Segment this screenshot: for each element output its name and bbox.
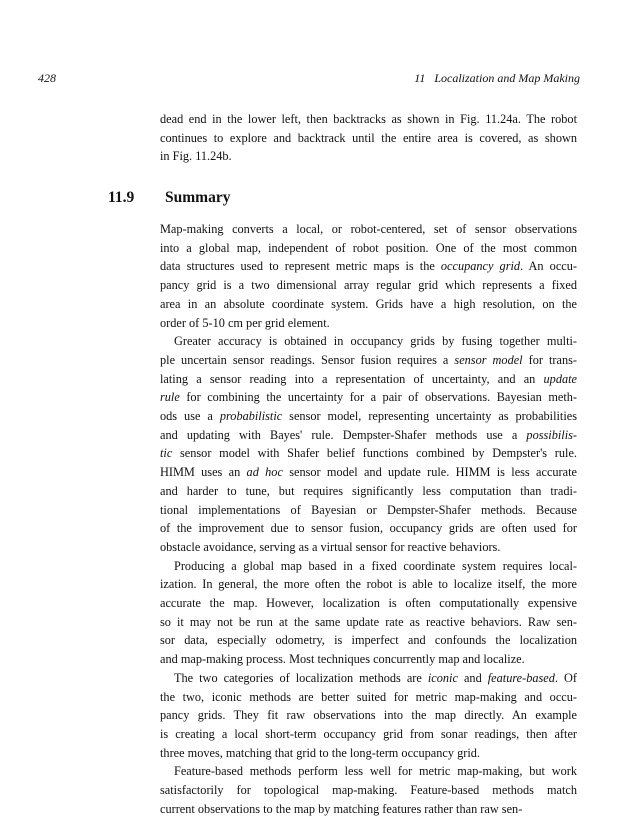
text-line bbox=[160, 257, 577, 276]
text-run: satisfactorily for topological map-making. Feature-based methods match bbox=[160, 783, 577, 798]
text-run: the two, iconic methods are better suited for metric map-making and occu- bbox=[160, 689, 577, 704]
text-run: for trans- bbox=[522, 352, 577, 367]
intro-paragraph bbox=[160, 110, 577, 166]
italic-term: ad hoc bbox=[246, 465, 283, 480]
text-run: and map-making process. Most techniques concurrently map and localize. bbox=[160, 652, 525, 667]
text-run: and updating with Bayes' rule. Dempster-Shafer methods use a bbox=[160, 427, 527, 442]
text-line bbox=[160, 594, 577, 613]
text-run: sensor model with Shafer belief functions combined by Dempster's rule. bbox=[172, 446, 577, 461]
italic-term: tic bbox=[160, 446, 173, 461]
text-run: The two categories of localization methods are bbox=[174, 670, 428, 685]
summary-paragraph bbox=[160, 557, 577, 669]
text-line bbox=[160, 631, 577, 650]
text-line bbox=[160, 725, 577, 744]
text-run: . Of bbox=[554, 670, 577, 685]
text-run: sor data, especially odometry, is imperfect and confounds the localization bbox=[160, 633, 577, 648]
text-run: for combining the uncertainty for a pair of observations. Bayesian meth- bbox=[179, 390, 577, 405]
text-run: current observations to the map by matching features rather than raw sen- bbox=[160, 801, 523, 816]
text-run: area in an absolute coordinate system. Grids have a high resolution, on the bbox=[160, 296, 577, 311]
text-line bbox=[160, 762, 577, 781]
text-run: pancy grids. They fit raw observations into the map directly. An example bbox=[160, 708, 577, 723]
text-run: tional implementations of Bayesian or Dempster-Shafer methods. Because bbox=[160, 502, 577, 517]
text-line bbox=[160, 370, 577, 389]
italic-term: possibilis- bbox=[526, 427, 577, 442]
summary-paragraph bbox=[160, 762, 577, 818]
chapter-title: Localization and Map Making bbox=[434, 71, 580, 85]
text-line bbox=[160, 426, 577, 445]
text-line bbox=[160, 538, 577, 557]
chapter-number: 11 bbox=[414, 71, 426, 85]
text-line bbox=[160, 800, 577, 819]
text-run: . An occu- bbox=[520, 259, 577, 274]
text-run: HIMM uses an bbox=[160, 465, 247, 480]
page-number: 428 bbox=[38, 71, 56, 85]
text-run: so it may not be run at the same update rate as reactive behaviors. Raw sen- bbox=[160, 614, 577, 629]
text-line bbox=[160, 650, 577, 669]
text-line bbox=[160, 463, 577, 482]
text-line bbox=[160, 239, 577, 258]
text-run: data structures used to represent metric maps is the bbox=[160, 259, 441, 274]
italic-term: occupancy grid bbox=[440, 259, 521, 274]
text-line bbox=[160, 482, 577, 501]
text-line bbox=[160, 351, 577, 370]
text-run: accurate the map. However, localization is often computationally expensive bbox=[160, 596, 577, 611]
text-line bbox=[160, 220, 577, 239]
text-line bbox=[160, 688, 577, 707]
italic-term: sensor model bbox=[454, 352, 523, 367]
text-line bbox=[160, 407, 577, 426]
summary-paragraph bbox=[160, 669, 577, 763]
text-run: ization. In general, the more often the robot is able to localize itself, the more bbox=[160, 577, 577, 592]
text-run: Producing a global map based in a fixed coordinate system requires local- bbox=[174, 558, 577, 573]
text-run: and harder to tune, but requires significantly less computation than tradi- bbox=[160, 483, 577, 498]
text-line bbox=[160, 706, 577, 725]
text-run: ods use a bbox=[160, 409, 220, 424]
section-title: Summary bbox=[165, 189, 231, 206]
text-line bbox=[160, 444, 577, 463]
text-line bbox=[160, 744, 577, 763]
text-line bbox=[160, 388, 577, 407]
text-run: ple uncertain sensor readings. Sensor fusion requires a bbox=[160, 352, 455, 367]
text-run: Map-making converts a local, or robot-centered, set of sensor observations bbox=[160, 222, 577, 236]
summary-paragraph bbox=[160, 220, 577, 332]
italic-term: update bbox=[543, 371, 577, 386]
text-run: sensor model and update rule. HIMM is less accurate bbox=[282, 465, 577, 480]
italic-term: feature-based bbox=[487, 670, 555, 685]
text-line bbox=[160, 669, 577, 688]
summary-body bbox=[160, 220, 577, 819]
italic-term: iconic bbox=[427, 670, 458, 685]
italic-term: rule bbox=[160, 390, 180, 405]
text-line bbox=[160, 276, 577, 295]
text-run: into a global map, independent of robot position. One of the most common bbox=[160, 240, 577, 255]
text-run: and bbox=[457, 670, 488, 685]
text-line bbox=[160, 314, 577, 333]
italic-term: probabilistic bbox=[219, 409, 283, 424]
section-number: 11.9 bbox=[108, 189, 135, 206]
text-run: pancy grid is a two dimensional array regular grid which represents a fixed bbox=[160, 278, 577, 293]
text-line bbox=[160, 519, 577, 538]
text-run: is creating a local short-term occupancy grid from sonar readings, then after bbox=[160, 726, 577, 741]
text-line bbox=[160, 501, 577, 520]
summary-paragraph bbox=[160, 332, 577, 556]
text-line bbox=[160, 295, 577, 314]
text-line bbox=[160, 781, 577, 800]
text-run: of the improvement due to sensor fusion, occupancy grids are often used for bbox=[160, 521, 577, 536]
text-line bbox=[160, 332, 577, 351]
text-line bbox=[160, 557, 577, 576]
text-line bbox=[160, 575, 577, 594]
text-line: continues to explore and backtrack until the entire area is covered, as shown bbox=[160, 130, 577, 145]
text-line bbox=[160, 613, 577, 632]
text-line: in Fig. 11.24b. bbox=[160, 149, 232, 164]
text-line: dead end in the lower left, then backtracks as shown in Fig. 11.24a. The robot bbox=[160, 112, 577, 126]
text-run: three moves, matching that grid to the long-term occupancy grid. bbox=[160, 745, 480, 760]
section-heading bbox=[108, 188, 230, 208]
chapter-header bbox=[414, 70, 580, 86]
text-run: Greater accuracy is obtained in occupancy grids by fusing together multi- bbox=[174, 334, 577, 349]
text-run: order of 5-10 cm per grid element. bbox=[160, 315, 330, 330]
text-run: Feature-based methods perform less well for metric map-making, but work bbox=[174, 764, 577, 779]
text-run: sensor model, representing uncertainty as probabilities bbox=[282, 409, 578, 424]
text-run: obstacle avoidance, serving as a virtual sensor for reactive behaviors. bbox=[160, 539, 501, 554]
text-run: lating a sensor reading into a representation of uncertainty, and an bbox=[160, 371, 544, 386]
